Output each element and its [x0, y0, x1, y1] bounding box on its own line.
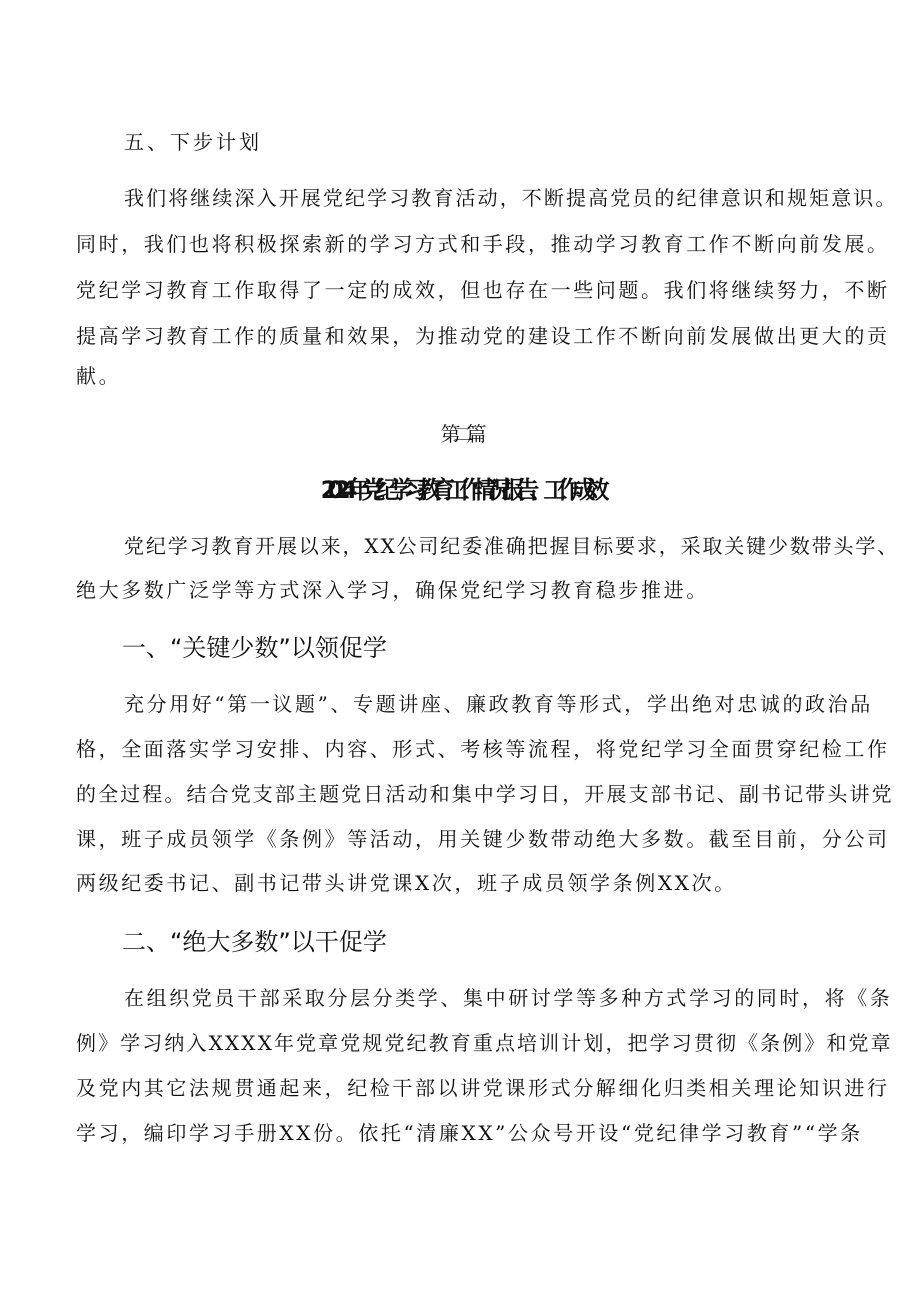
section-heading-next-plan: 五、下步计划 [124, 130, 262, 154]
document-title: 2024年党纪学习教育工作情况报告、工作成效 [320, 476, 600, 504]
paragraph-line: 格，全面落实学习安排、内容、形式、考核等流程，将党纪学习全面贯穿纪检工作 [76, 737, 890, 761]
section-heading-key-minority: 一、“关键少数”以领促学 [122, 634, 387, 662]
paragraph-line: 在组织党员干部采取分层分类学、集中研讨学等多种方式学习的同时，将《条 [124, 986, 893, 1010]
paragraph-line: 党纪学习教育工作取得了一定的成效，但也存在一些问题。我们将继续努力，不断 [76, 278, 890, 302]
paragraph-line: 的全过程。结合党支部主题党日活动和集中学习日，开展支部书记、副书记带头讲党 [76, 782, 894, 806]
paragraph-line: 学习，编印学习手册XX份。依托“清廉XX”公众号开设“党纪律学习教育”“学条 [76, 1121, 863, 1145]
paragraph-line: 党纪学习教育开展以来，XX公司纪委准确把握目标要求，采取关键少数带头学、 [124, 534, 900, 558]
paragraph-line: 及党内其它法规贯通起来，纪检干部以讲党课形式分解细化归类相关理论知识进行 [76, 1076, 890, 1100]
paragraph-line: 献。 [76, 364, 122, 388]
paragraph-line: 绝大多数广泛学等方式深入学习，确保党纪学习教育稳步推进。 [76, 578, 709, 602]
paragraph-line: 两级纪委书记、副书记带头讲党课X次，班子成员领学条例XX次。 [76, 871, 737, 895]
part-label: 第二篇 [440, 422, 480, 446]
paragraph-line: 同时，我们也将积极探索新的学习方式和手段，推动学习教育工作不断向前发展。 [76, 232, 890, 256]
section-heading-vast-majority: 二、“绝大多数”以干促学 [122, 928, 387, 956]
paragraph-line: 充分用好“第一议题”、专题讲座、廉政教育等形式，学出绝对忠诚的政治品 [124, 692, 873, 716]
paragraph-line: 课，班子成员领学《条例》等活动，用关键少数带动绝大多数。截至目前，分公司 [76, 827, 890, 851]
paragraph-line: 我们将继续深入开展党纪学习教育活动，不断提高党员的纪律意识和规矩意识。 [124, 186, 898, 210]
paragraph-line: 提高学习教育工作的质量和效果，为推动党的建设工作不断向前发展做出更大的贡 [76, 324, 890, 348]
paragraph-line: 例》学习纳入XXXX年党章党规党纪教育重点培训计划，把学习贯彻《条例》和党章 [76, 1031, 893, 1055]
